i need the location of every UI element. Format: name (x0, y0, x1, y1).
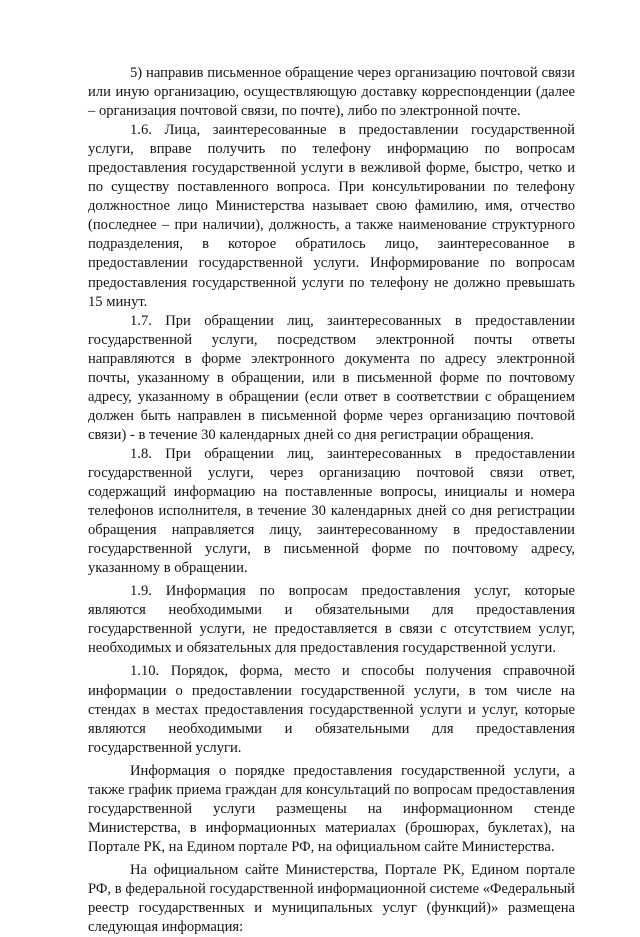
paragraph-1-9: 1.9. Информация по вопросам предоставления услуг, которые являются необходимыми и обязательными для предоставления государственной услуги, не предоставляется в связи с отсутствием услуг, необходимых и обязательных для предоставления государственной услуги. (88, 583, 575, 657)
paragraph-1-8: 1.8. При обращении лиц, заинтересованных в предоставлении государственной услуги, через организацию почтовой связи ответ, содержащий информацию на поставленные вопросы, инициалы и номера телефонов исполнителя, в течение 30 календарных дней со дня регистрации обращения направляется лицу, заинтересованному в предоставлении государственной услуги, в письменной форме по почтовому адресу, указанному в обращении. (88, 445, 575, 577)
paragraph-1-7: 1.7. При обращении лиц, заинтересованных в предоставлении государственной услуги, посредством электронной почты ответы направляются в форме электронного документа по адресу электронной почты, указанному в обращении, или в письменной форме по почтовому адресу, указанному в обращении (если ответ в соответствии с обращением должен быть направлен в письменной форме через организацию почтовой связи) - в течение 30 календарных дней со дня регистрации обращения. (88, 312, 575, 443)
paragraph-info-order: Информация о порядке предоставления государственной услуги, а также график приема граждан для консультаций по вопросам предоставления государственной услуги размещены на информационном стенде Министерства, в информационных материалах (брошюрах, буклетах), на Портале РК, на Едином портале РФ, на официальном сайте Министерства. (88, 762, 575, 855)
paragraph-info-placement: На официальном сайте Министерства, Портале РК, Едином портале РФ, в федеральной государственной информационной системе «Федеральный реестр государственных и муниципальных услуг (функций)» размещена следующая информация: (88, 861, 575, 936)
paragraph-1-10: 1.10. Порядок, форма, место и способы получения справочной информации о предоставлении государственной услуги, в том числе на стендах в местах предоставления государственной услуги и услуг, которые являются необходимыми и обязательными для предоставления государственной услуги. (88, 663, 575, 756)
document-page (88, 64, 575, 937)
paragraph-1-6: 1.6. Лица, заинтересованные в предоставлении государственной услуги, вправе получить по телефону информацию по вопросам предоставления государственной услуги в вежливой форме, быстро, четко и по существу поставленного вопроса. При консультировании по телефону должностное лицо Министерства называет свою фамилию, имя, отчество (последнее – при наличии), должность, а также наименование структурного подразделения, в которое обратилось лицо, заинтересованное в предоставлении государственной услуги. Информирование по вопросам предоставления государственной услуги по телефону не должно превышать 15 минут. (88, 122, 575, 310)
paragraph-item-5: 5) направив письменное обращение через организацию почтовой связи или иную организацию, осуществляющую доставку корреспонденции (далее – организация почтовой связи, по почте), либо по электронной почте. (88, 65, 575, 120)
